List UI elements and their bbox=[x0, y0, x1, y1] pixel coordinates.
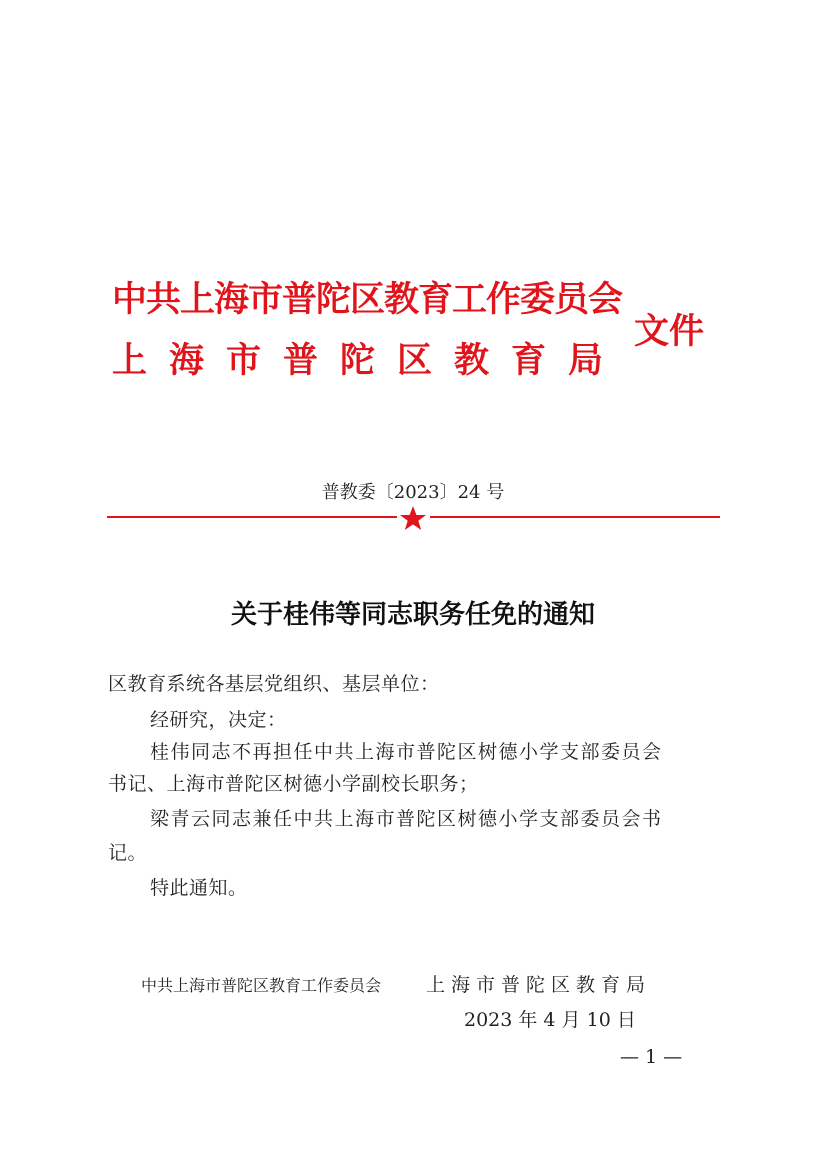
body-paragraph-removal-line-1: 桂伟同志不再担任中共上海市普陀区树德小学支部委员会 bbox=[150, 741, 663, 763]
issuer-line-party-committee: 中共上海市普陀区教育工作委员会 bbox=[112, 279, 623, 320]
body-paragraph-decision: 经研究，决定： bbox=[150, 709, 287, 731]
star-icon bbox=[398, 505, 428, 531]
body-paragraph-removal-line-2: 书记、上海市普陀区树德小学副校长职务； bbox=[108, 773, 479, 795]
signature-party-committee: 中共上海市普陀区教育工作委员会 bbox=[141, 976, 382, 995]
notice-title: 关于桂伟等同志职务任免的通知 bbox=[230, 600, 595, 630]
signature-education-bureau: 上海市普陀区教育局 bbox=[426, 974, 652, 996]
signature-date: 2023 年 4 月 10 日 bbox=[464, 1009, 636, 1031]
body-paragraph-appointment-line-2: 记。 bbox=[108, 842, 148, 864]
salutation: 区教育系统各基层党组织、基层单位： bbox=[108, 673, 440, 695]
document-number: 普教委〔2023〕24 号 bbox=[321, 482, 505, 503]
body-paragraph-closing: 特此通知。 bbox=[150, 877, 248, 899]
red-divider-left bbox=[107, 516, 397, 518]
document-type-label: 文件 bbox=[634, 311, 705, 352]
page-number: — 1 — bbox=[620, 1046, 683, 1068]
issuer-line-education-bureau: 上海市普陀区教育局 bbox=[112, 340, 626, 381]
red-divider-right bbox=[430, 516, 720, 518]
body-paragraph-appointment-line-1: 梁青云同志兼任中共上海市普陀区树德小学支部委员会书 bbox=[150, 808, 663, 830]
